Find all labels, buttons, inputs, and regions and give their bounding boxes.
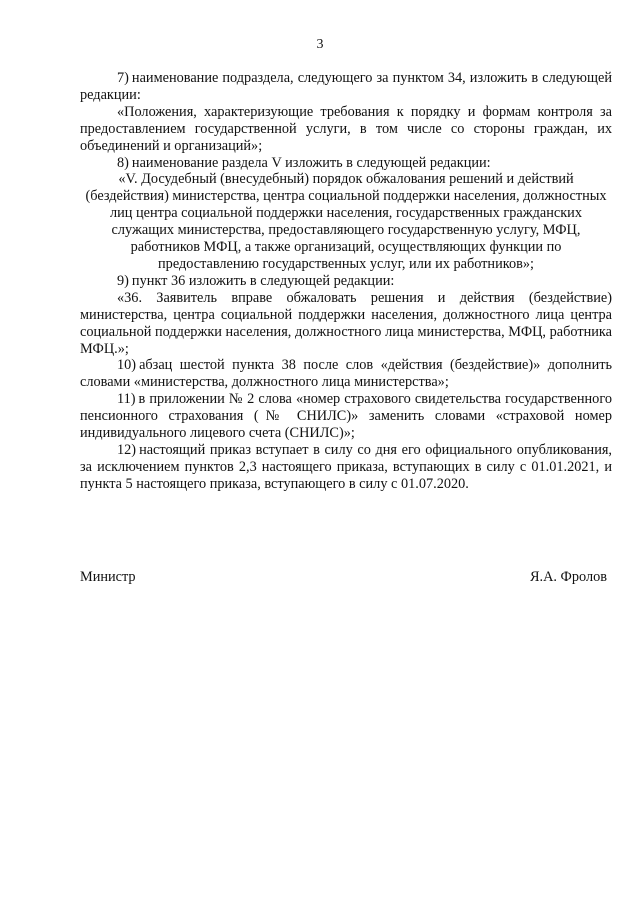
quoted-text: «Положения, характеризующие требования к порядку и формам контроля за предоставлением государственной услуги, в том числе со стороны граждан, их объединений и организаций»; xyxy=(80,103,612,154)
item-text: наименование подраздела, следующего за пунктом 34, изложить в следующей редакции: xyxy=(80,70,612,103)
quoted-section-title xyxy=(80,171,612,272)
item-text: абзац шестой пункта 38 после слов «действия (бездействие)» дополнить словами «министерства, должностного лица министерства»; xyxy=(80,357,612,391)
quoted-text: «V. Досудебный (внесудебный) порядок обжалования решений и действий (бездействия) министерства, центра социальной поддержки населения, должностных лиц центра социальной поддержки населения, государственных гражданских служащих министерства, предоставляющего государственную услугу, МФЦ, работников МФЦ, а также организаций, осуществляющих функции по предоставлению государственных услуг, или их работников»; xyxy=(85,171,607,272)
signature-block xyxy=(80,569,607,586)
item-number: 8) xyxy=(117,154,129,171)
signatory-name: Я.А. Фролов xyxy=(529,569,607,585)
page-number: 3 xyxy=(316,37,324,52)
document-body xyxy=(80,70,612,493)
item-text: настоящий приказ вступает в силу со дня его официального опубликования, за исключением пунктов 2,3 настоящего приказа, вступающих в силу с 01.01.2021, и пункта 5 настоящего приказа, вступающего в силу с 01.07.2020. xyxy=(80,441,612,492)
item-text: наименование раздела V изложить в следующей редакции: xyxy=(131,154,491,171)
item-number: 12) xyxy=(117,441,137,458)
quoted-clause-36 xyxy=(80,290,612,358)
item-number: 11) xyxy=(117,391,136,408)
signatory-position: Министр xyxy=(80,569,136,585)
quoted-subsection-title xyxy=(80,104,612,155)
quoted-text: «36. Заявитель вправе обжаловать решения и действия (бездействие) министерства, центра социальной поддержки населения, должностного лица центра социальной поддержки населения, должностного лица министерства, МФЦ, работника МФЦ.»; xyxy=(80,289,612,357)
item-number: 7) xyxy=(117,70,129,86)
list-item-8 xyxy=(80,155,612,172)
item-text: в приложении № 2 слова «номер страхового свидетельства государственного пенсионного страхования (№ СНИЛС)» заменить словами «страховой номер индивидуального лицевого счета (СНИЛС)»; xyxy=(80,391,612,442)
list-item-10 xyxy=(80,357,612,391)
item-text: пункт 36 изложить в следующей редакции: xyxy=(131,272,395,289)
item-number: 9) xyxy=(117,272,129,289)
list-item-12 xyxy=(80,442,612,493)
item-number: 10) xyxy=(117,357,137,374)
list-item-9 xyxy=(80,273,612,290)
list-item-7 xyxy=(80,70,612,104)
list-item-11 xyxy=(80,391,612,442)
